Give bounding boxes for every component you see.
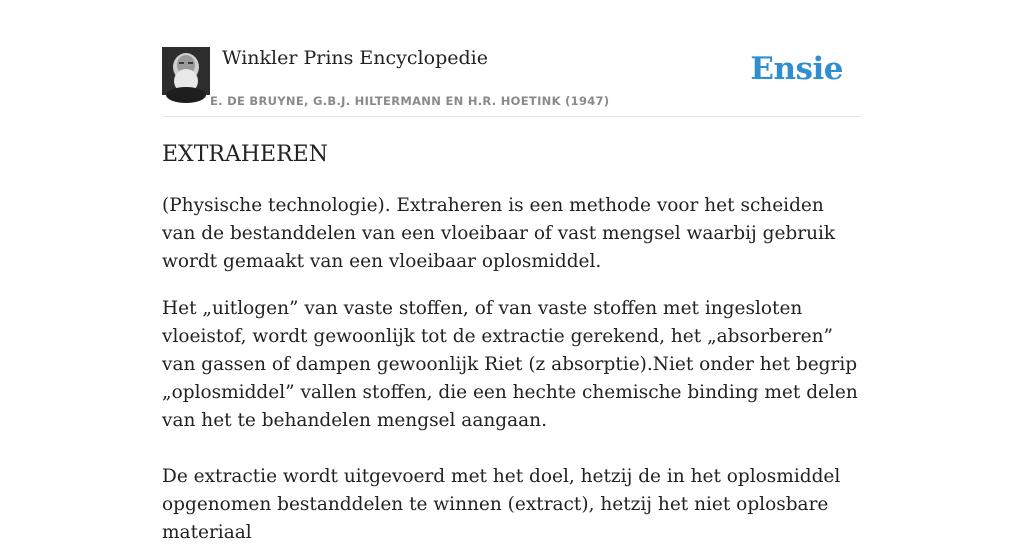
- article-paragraph: De extractie wordt uitgevoerd met het doel, hetzij de in het oplosmiddel opgenomen bestanddelen te winnen (extract), hetzij het niet oplosbare materiaal: [162, 466, 841, 543]
- article: [162, 140, 862, 547]
- article-paragraph: Het „uitlogen” van vaste stoffen, of van vaste stoffen met ingesloten vloeistof, wordt gewoonlijk tot de extractie gerekend, het „absorberen” van gassen of dampen gewoonlijk Riet (z absorptie).Niet onder het begrip „oplosmiddel” vallen stoffen, die een hechte chemische binding met delen van het te behandelen mengsel aangaan.: [162, 298, 858, 431]
- book-title[interactable]: Winkler Prins Encyclopedie: [222, 47, 488, 69]
- portrait-image: [162, 47, 210, 95]
- header: [162, 0, 862, 117]
- ensie-logo[interactable]: Ensie: [750, 51, 843, 87]
- article-paragraph: (Physische technologie). Extraheren is een methode voor het scheiden van de bestanddelen van een vloeibaar of vast mengsel waarbij gebruik wordt gemaakt van een vloeibaar oplosmiddel.: [162, 195, 836, 272]
- avatar[interactable]: [162, 47, 210, 95]
- authors-line: E. DE BRUYNE, G.B.J. HILTERMANN EN H.R. HOETINK (1947): [210, 94, 610, 108]
- article-title: EXTRAHEREN: [162, 142, 328, 167]
